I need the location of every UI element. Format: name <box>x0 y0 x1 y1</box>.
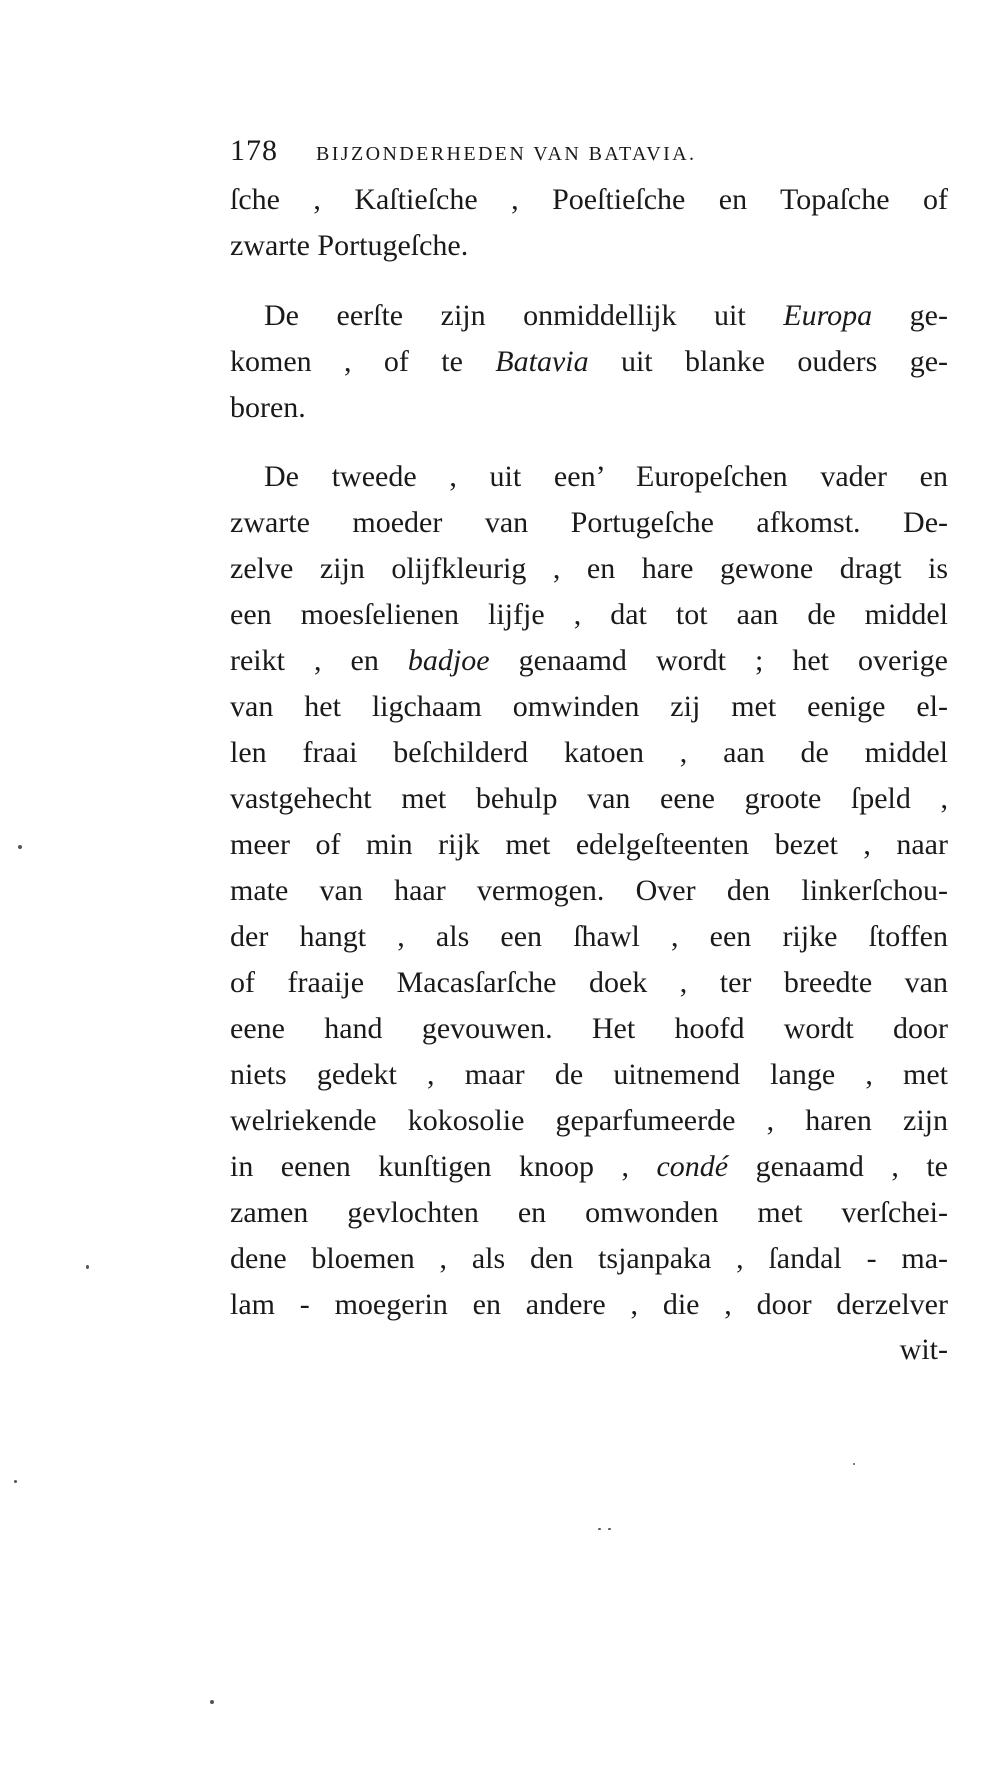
running-head-title: BIJZONDERHEDEN VAN BATAVIA. <box>316 143 697 165</box>
text-line <box>230 546 948 592</box>
text-segment: zelve zijn olijfkleurig , en hare gewone dragt is <box>230 552 948 585</box>
paragraph-tweede <box>230 454 948 1328</box>
text-line <box>230 1006 948 1052</box>
catchword: wit- <box>899 1333 948 1366</box>
running-head <box>230 134 950 170</box>
text-line <box>230 385 948 431</box>
text-segment: De tweede , uit een’ Europeſchen vader en <box>264 460 948 493</box>
text-line <box>230 339 948 385</box>
text-segment: mate van haar vermogen. Over den linkerſchou- <box>230 874 948 907</box>
text-segment: eene hand gevouwen. Het hoofd wordt door <box>230 1012 948 1045</box>
paragraph-continuation <box>230 177 948 269</box>
text-segment: uit blanke ouders ge- <box>588 345 948 378</box>
text-segment: zwarte moeder van Portugeſche afkomst. De- <box>230 506 948 539</box>
text-segment: meer of min rijk met edelgeſteenten bezet , naar <box>230 828 948 861</box>
text-segment: niets gedekt , maar de uitnemend lange , met <box>230 1058 948 1091</box>
text-line <box>230 638 948 684</box>
text-segment: of fraaije Macasſarſche doek , ter breedte van <box>230 966 948 999</box>
paragraph-eerste <box>230 293 948 431</box>
text-line <box>230 1236 948 1282</box>
text-segment: reikt , en <box>230 644 408 677</box>
catchword-block <box>230 1327 948 1373</box>
scan-speck <box>14 1480 17 1483</box>
text-segment: in eenen kunſtigen knoop , <box>230 1150 657 1183</box>
text-segment: genaamd , te <box>728 1150 948 1183</box>
text-line <box>230 1144 948 1190</box>
text-line <box>230 223 948 269</box>
scan-speck <box>210 1700 214 1704</box>
text-line <box>230 730 948 776</box>
page-number: 178 <box>230 134 278 167</box>
italic-term: condé <box>656 1150 729 1183</box>
text-line <box>230 868 948 914</box>
text-segment: boren. <box>230 391 306 424</box>
text-line <box>230 1052 948 1098</box>
text-segment: vastgehecht met behulp van eene groote ſpeld , <box>230 782 948 815</box>
scan-speck <box>853 1463 855 1465</box>
text-segment: genaamd wordt ; het overige <box>489 644 948 677</box>
scan-speck <box>18 845 22 849</box>
text-line <box>230 914 948 960</box>
text-segment: komen , of te <box>230 345 496 378</box>
text-segment: ſche , Kaſtieſche , Poeſtieſche en Topaſche of <box>230 183 948 216</box>
text-line <box>230 293 948 339</box>
scan-speck <box>598 1528 601 1530</box>
text-line <box>230 177 948 223</box>
text-segment: len fraai beſchilderd katoen , aan de middel <box>230 736 948 769</box>
text-segment: van het ligchaam omwinden zij met eenige el- <box>230 690 948 723</box>
text-segment: ge- <box>872 299 948 332</box>
italic-term: Batavia <box>495 345 589 378</box>
text-line <box>230 1282 948 1328</box>
italic-term: Europa <box>783 299 873 332</box>
text-line <box>230 592 948 638</box>
text-line <box>230 684 948 730</box>
text-segment: der hangt , als een ſhawl , een rijke ſtoffen <box>230 920 948 953</box>
text-line <box>230 454 948 500</box>
text-segment: zamen gevlochten en omwonden met verſchei- <box>230 1196 948 1229</box>
text-line <box>230 500 948 546</box>
text-segment: een moesſelienen lijfje , dat tot aan de middel <box>230 598 948 631</box>
text-line <box>230 1190 948 1236</box>
scan-speck <box>608 1528 611 1530</box>
italic-term: badjoe <box>407 644 490 677</box>
text-segment: dene bloemen , als den tsjanpaka , ſandal - ma- <box>230 1242 948 1275</box>
text-line <box>230 776 948 822</box>
text-line <box>230 960 948 1006</box>
scan-speck <box>86 1265 89 1269</box>
text-line <box>230 1098 948 1144</box>
text-segment: welriekende kokosolie geparfumeerde , haren zijn <box>230 1104 948 1137</box>
text-segment: De eerſte zijn onmiddellijk uit <box>264 299 784 332</box>
text-segment: lam - moegerin en andere , die , door derzelver <box>230 1288 948 1321</box>
text-line <box>230 822 948 868</box>
text-segment: zwarte Portugeſche. <box>230 229 469 262</box>
